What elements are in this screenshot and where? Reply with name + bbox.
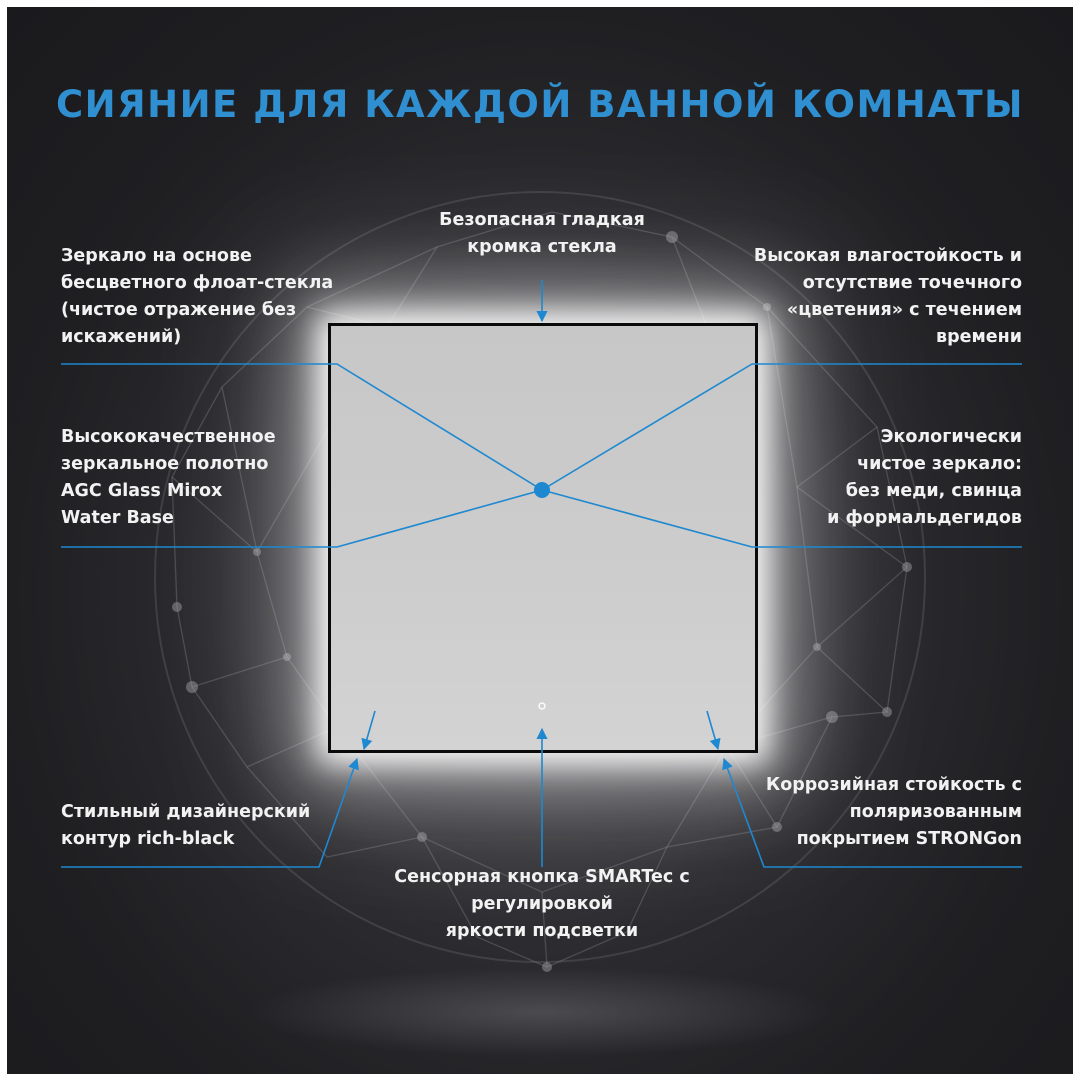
sensor-button-dot — [539, 703, 545, 709]
label-corrosion-resistance: Коррозийная стойкость с поляризованным покрытием STRONGon — [765, 775, 1022, 849]
label-rich-black-contour: Стильный дизайнерский контур rich-black — [61, 802, 311, 849]
label-agc-mirror: Высококачественное зеркальное полотно AGC Glass Mirox Water Base — [61, 427, 276, 528]
inner-arrow-bottom-right — [707, 711, 718, 749]
label-safe-edge: Безопасная гладкая кромка стекла — [439, 210, 645, 257]
label-smartec-button: Сенсорная кнопка SMARTec с регулировкой яркости подсветки — [394, 867, 690, 941]
label-float-glass: Зеркало на основе бесцветного флоат-стекла (чистое отражение без искажений) — [61, 246, 334, 347]
label-moisture-resistance: Высокая влагостойкость и отсутствие точечного «цветения» с течением времени — [753, 246, 1022, 347]
center-dot — [534, 482, 550, 498]
infographic-canvas — [7, 7, 1073, 1074]
page-title: СИЯНИЕ ДЛЯ КАЖДОЙ ВАННОЙ КОМНАТЫ — [56, 83, 1024, 126]
inner-arrow-bottom-left — [364, 711, 375, 749]
label-eco-mirror: Экологически чистое зеркало: без меди, свинца и формальдегидов — [827, 427, 1022, 528]
